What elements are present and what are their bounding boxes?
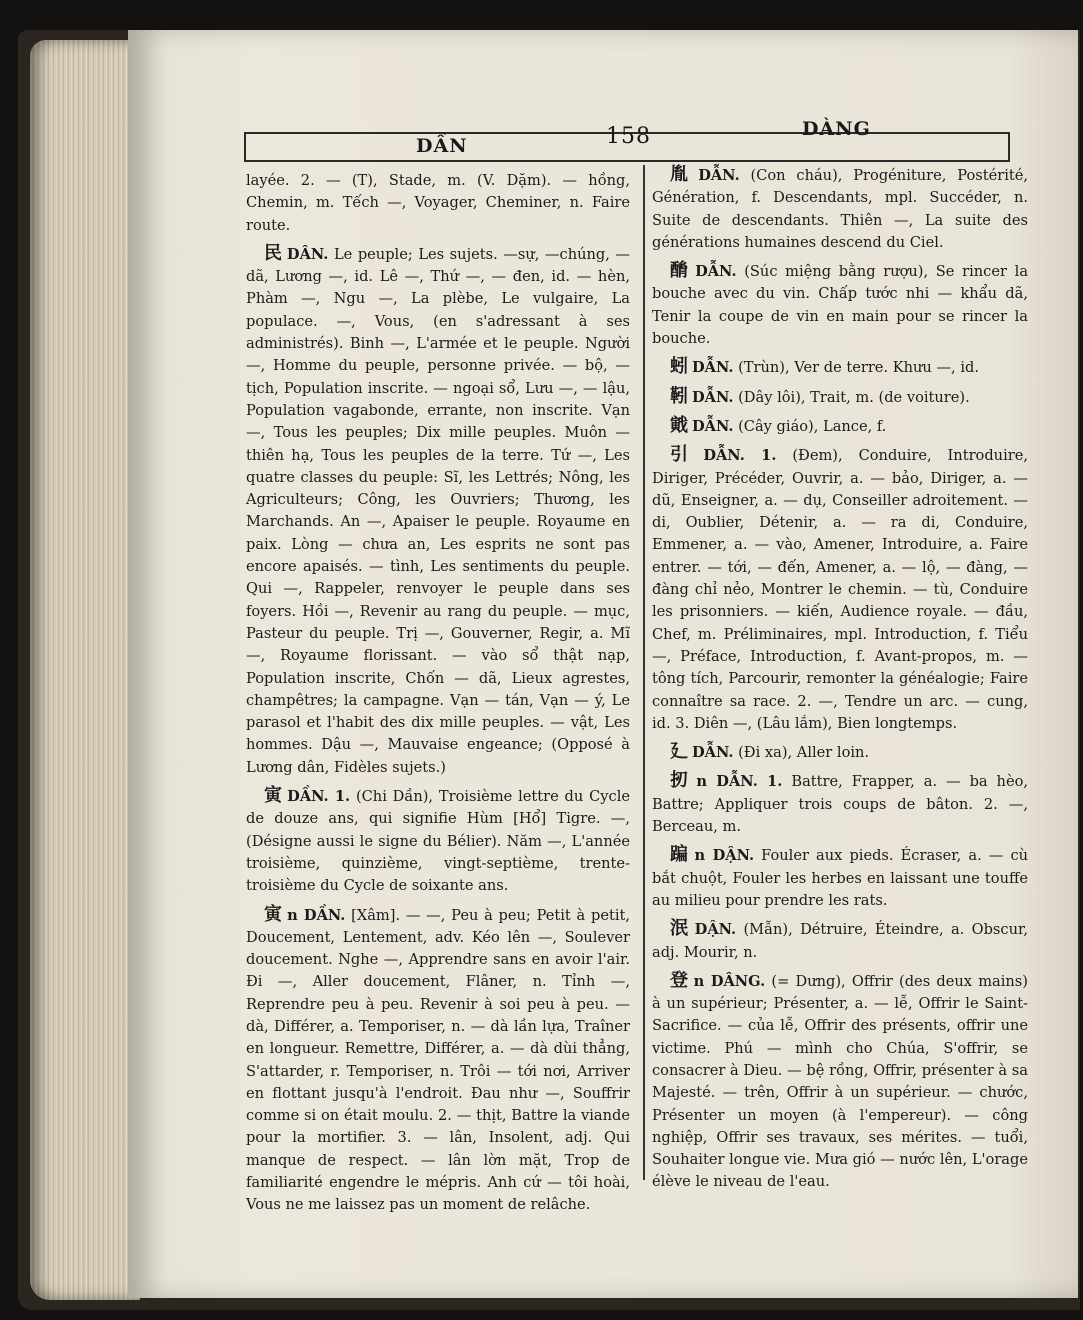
entry-definition: (Cây giáo), Lance, f. (738, 417, 887, 435)
page-edges (30, 40, 140, 1300)
entry-definition: (Súc miệng bằng rượu), Se rincer la bouche avec du vin. Chấp tước nhi — khẩu dã, Tenir la coupe de vin en main pour se rincer la bouche. (652, 263, 1029, 348)
entry-headword: n DẪN. 1. (696, 773, 783, 791)
entry-definition: (Đem), Conduire, Introduire, Diriger, Précéder, Ouvrir, a. — bảo, Diriger, a. — dũ, Enseigner, a. — dụ, Conseiller adroitement. — di, Oublier, Détenir, a. — ra di, Conduire, Emmener, a. — vào, Amener, Introduire, a. Faire entrer. — tới, — đến, Amener, a. — lộ, — đàng, — đàng chỉ nẻo, Montrer le chemin. — tù, Conduire les prisonniers. — kiến, Audience royale. — đầu, Chef, m. Préliminaires, mpl. Introduction, f. Tiểu —, Préface, Introduction, f. Avant-propos, m. — tông tích, Parcourir, remonter la généalogie; Faire connaître sa race. 2. —, Tendre un arc. — cung, id. 3. Diên —, (Lâu lắm), Bien longtemps. (652, 447, 1028, 732)
entry-headword: n DẦN. (287, 906, 346, 924)
entry-character: 登 (670, 969, 690, 991)
entry-headword: DẪN. (692, 359, 734, 377)
entry-headword: DẪN. 1. (703, 447, 777, 465)
entry (652, 164, 1028, 254)
entry-definition: Fouler aux pieds. Écraser, a. — cù bắt chuột, Fouler les herbes en laissant une touffe au milieu pour prendre les rats. (652, 847, 1029, 909)
entry (652, 356, 1028, 379)
entry (652, 260, 1028, 350)
entry-headword: DẪN. (692, 388, 734, 406)
continued-entry: layée. 2. — (T), Stade, m. (V. Dặm). — hồng, Chemin, m. Tếch —, Voyager, Cheminer, n. Faire route. (246, 172, 630, 234)
entry-headword: DẦN. 1. (287, 788, 351, 806)
entry-headword: DÂN. (286, 245, 329, 263)
entry (246, 785, 630, 897)
entry-character: 酳 (670, 260, 692, 282)
entry (652, 770, 1028, 838)
entry-character: 蚓 (670, 356, 688, 378)
entry-character: 胤 (670, 164, 695, 185)
entry-definition: (Dây lôi), Trait, m. (de voiture). (738, 388, 970, 406)
entry-definition: (Chi Dần), Troisième lettre du Cycle de douze ans, qui signifie Hùm [Hổ] Tigre. —, (Désigne aussi le signe du Bélier). Năm —, L'année troisième, quinzième, vingt-septième, trente-troisième du Cycle de soixante ans. (246, 788, 630, 895)
entry-headword: DẪN. (698, 167, 740, 184)
entry-headword: DẬN. (694, 921, 737, 939)
entry-headword: DẪN. (692, 417, 734, 435)
entry-character: 寅 (264, 903, 284, 925)
entry (652, 444, 1028, 735)
entry (652, 918, 1028, 964)
left-guide-word: DẦN (416, 135, 468, 157)
entry-definition: Battre, Frapper, a. — ba hèo, Battre; Appliquer trois coups de bâton. 2. —, Berceau, m. (652, 773, 1029, 836)
entry-definition: (= Dưng), Offrir (des deux mains) à un supérieur; Présenter, a. — lễ, Offrir le Saint-Sacrifice. — của lễ, Offrir des présents, offrir une victime. Phú — mình cho Chúa, S'offrir, se consacrer à Dieu. — bệ rồng, Offrir, présenter à sa Majesté. — trên, Offrir à un supérieur. — chước, Présenter un moyen (à l'empereur). — công nghiệp, Offrir ses travaux, ses mérites. — tuổi, Souhaiter longue vie. Mưa gió — nước lên, L'orage élève le niveau de l'eau. (652, 972, 1028, 1191)
right-column (652, 158, 1028, 1198)
entry-headword: n DẬN. (694, 847, 755, 865)
entry-character: 泯 (670, 918, 691, 940)
page-number: 158 (606, 124, 651, 149)
entry (652, 844, 1028, 912)
entry-character: 戭 (670, 414, 688, 436)
entry-definition: (Con cháu), Progéniture, Postérité, Génération, f. Descendants, mpl. Succéder, n. Suite de descendants. Thiên —, La suite des générations humaines descend du Ciel. (652, 167, 1029, 251)
entry (246, 243, 630, 779)
entry-character: 靷 (670, 385, 688, 407)
left-column (246, 170, 630, 1221)
entry-definition: Le peuple; Les sujets. —sự, —chúng, — dã, Lương —, id. Lê —, Thứ —, — đen, id. — hèn, Phàm —, Ngu —, La plèbe, Le vulgaire, La populace. —, Vous, (en s'adressant à ses administrés). Binh —, L'armée et le peuple. Người —, Homme du peuple, personne privée. — bộ, — tịch, Population inscrite. — ngoại sổ, Lưu —, — lậu, Population vagabonde, errante, non inscrite. Vạn —, Tous les peuples; Dix mille peuples. Muôn — thiên hạ, Tous les peuples de la terre. Tứ —, Les quatre classes du peuple: Sĩ, les Lettrés; Nông, les Agriculteurs; Công, les Ouvriers; Thương, les Marchands. An —, Apaiser le peuple. Royaume en paix. Lòng — chưa an, Les esprits ne sont pas encore apaisés. — tình, Les sentiments du peuple. Qui —, Rappeler, renvoyer le peuple dans ses foyers. Hồi —, Revenir au rang du peuple. — mục, Pasteur du peuple. Trị —, Gouverner, Regir, a. Mĩ —, Royaume florissant. — vào sổ thật nạp, Population inscrite, Chốn — dã, Lieux agrestes, champêtres; la campagne. Vạn — tán, Vạn — ý, Le parasol et l'habit des dix mille peuples. — vật, Les hommes. Dậu —, Mauvaise engeance; (Opposé à Lương dân, Fidèles sujets.) (246, 245, 631, 776)
entry-character: 廴 (670, 741, 688, 763)
column-divider (643, 165, 645, 1180)
entry-definition: [Xâm]. — —, Peu à peu; Petit à petit, Doucement, Lentement, adv. Kéo lên —, Soulever doucement. Nghe —, Apprendre sans en avoir l'air. Đi —, Aller doucement, Flâner, n. Tỉnh —, Reprendre peu à peu. Revenir à soi peu à peu. — dà, Différer, a. Temporiser, n. — dà lần lựa, Traîner en longueur. Remettre, Différer, a. — dà dùi thẳng, S'attarder, r. Temporiser, n. Trôi — tới nơi, Arriver en flottant jusqu'à l'endroit. Đau như —, Souffrir comme si on était moulu. 2. — thịt, Battre la viande pour la mortifier. 3. — lân, Insolent, adj. Qui manque de respect. — lân lờn mặt, Trop de familiarité engendre le mépris. Anh cứ — tôi hoài, Vous ne me laissez pas un moment de relâche. (246, 906, 630, 1214)
entry-character: 寅 (264, 785, 284, 807)
entry (652, 415, 1028, 438)
entry-character: 扨 (670, 770, 693, 792)
entry-definition: (Trùn), Ver de terre. Khưu —, id. (738, 359, 979, 377)
right-guide-word: DÀNG (802, 118, 871, 140)
entry-definition: (Mẫn), Détruire, Éteindre, a. Obscur, adj. Mourir, n. (652, 921, 1029, 961)
entry (246, 904, 630, 1217)
entry-definition: (Đi xa), Aller loin. (738, 744, 870, 762)
entry-headword: DẪN. (692, 744, 734, 762)
entry (652, 386, 1028, 409)
entry (652, 741, 1028, 764)
entry-character: 蹁 (670, 844, 691, 866)
entry-headword: DẪN. (695, 263, 737, 281)
entry-character: 引 (670, 444, 700, 466)
entry-character: 民 (264, 242, 283, 264)
entry (652, 970, 1028, 1194)
entry-headword: n DÂNG. (693, 972, 766, 990)
